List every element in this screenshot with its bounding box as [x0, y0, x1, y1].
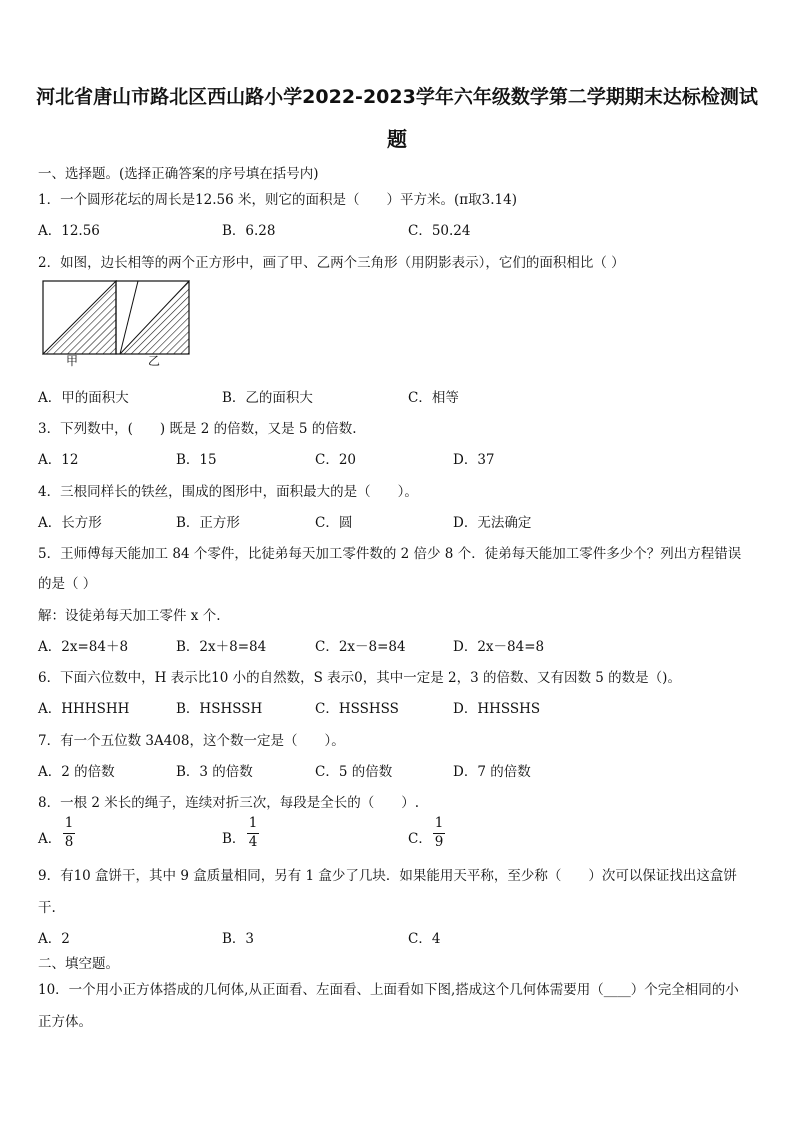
q1-stem: 1．一个圆形花坛的周长是12.56 米，则它的面积是（ ）平方米。(π取3.14): [38, 192, 517, 208]
fraction-numerator: 1: [64, 815, 74, 831]
q4-option-d: D．无法确定: [453, 515, 532, 531]
q5-option-c: C．2x－8=84: [315, 639, 406, 655]
q2-option-a: A．甲的面积大: [38, 390, 129, 406]
q4-stem: 4．三根同样长的铁丝，围成的图形中，面积最大的是（ ）。: [38, 484, 418, 500]
q7-option-b: B．3 的倍数: [176, 764, 253, 780]
q6-stem: 6．下面六位数中，H 表示比10 小的自然数，S 表示0，其中一定是 2，3 的倍数、又有因数 5 的数是（)。: [38, 670, 681, 686]
q4-option-b: B．正方形: [176, 515, 240, 531]
q5-solution: 解：设徒弟每天加工零件 x 个.: [38, 608, 221, 624]
q3-option-b: B．15: [176, 452, 217, 468]
q6-option-a: A．HHHSHH: [38, 701, 130, 717]
q7-option-c: C．5 的倍数: [315, 764, 393, 780]
triangle-jia: [43, 281, 116, 354]
label-jia: 甲: [66, 354, 79, 368]
q9-stem-line2: 干.: [38, 900, 56, 916]
fraction-denominator: 8: [64, 833, 74, 850]
fraction-denominator: 9: [434, 833, 444, 850]
two-squares-diagram: [42, 280, 192, 372]
q8-option-c-letter: C．: [408, 831, 432, 847]
q2-figure: [42, 280, 192, 376]
q5-option-d: D．2x－84=8: [453, 639, 545, 655]
fraction-numerator: 1: [434, 815, 444, 831]
q6-option-b: B．HSHSSH: [176, 701, 263, 717]
paper-title-line1: 河北省唐山市路北区西山路小学2022-2023学年六年级数学第二学期期末达标检测试: [36, 86, 758, 108]
q9-option-c: C．4: [408, 931, 441, 947]
q8-option-a-fraction: [63, 817, 75, 849]
fraction-numerator: 1: [248, 815, 258, 831]
q9-option-b: B．3: [222, 931, 255, 947]
q8-option-b-letter: B．: [222, 831, 246, 847]
q7-stem: 7．有一个五位数 3A408，这个数一定是（ ）。: [38, 733, 345, 749]
q6-option-c: C．HSSHSS: [315, 701, 399, 717]
q10-stem-line1: 10．一个用小正方体搭成的几何体,从正面看、左面看、上面看如下图,搭成这个几何体需要用（____）个完全相同的小: [38, 982, 739, 998]
triangle-yi: [120, 281, 189, 354]
q9-option-a: A．2: [38, 931, 70, 947]
fraction-denominator: 4: [248, 833, 258, 850]
q6-option-d: D．HHSSHS: [453, 701, 541, 717]
q1-option-b: B．6.28: [222, 223, 276, 239]
q3-option-c: C．20: [315, 452, 357, 468]
q8-option-a-letter: A．: [38, 831, 62, 847]
label-yi: 乙: [148, 354, 161, 368]
q7-option-a: A．2 的倍数: [38, 764, 115, 780]
q5-option-b: B．2x＋8=84: [176, 639, 267, 655]
q8-stem: 8．一根 2 米长的绳子，连续对折三次，每段是全长的（ ）.: [38, 795, 420, 811]
q8-option-c-fraction: [433, 817, 445, 849]
q1-option-a: A．12.56: [38, 223, 100, 239]
q5-stem-line2: 的是（ ）: [38, 576, 97, 592]
q2-option-b: B．乙的面积大: [222, 390, 313, 406]
q4-option-a: A．长方形: [38, 515, 102, 531]
q4-option-c: C．圆: [315, 515, 353, 531]
q3-option-d: D．37: [453, 452, 495, 468]
section-heading-choice: 一、选择题。(选择正确答案的序号填在括号内): [38, 166, 319, 182]
q7-option-d: D．7 的倍数: [453, 764, 531, 780]
q1-option-c: C．50.24: [408, 223, 471, 239]
q10-stem-line2: 正方体。: [38, 1014, 92, 1030]
q5-stem-line1: 5．王师傅每天能加工 84 个零件，比徒弟每天加工零件数的 2 倍少 8 个．徒弟每天能加工零件多少个？列出方程错误: [38, 546, 742, 562]
q9-stem-line1: 9．有10 盒饼干，其中 9 盒质量相同，另有 1 盒少了几块．如果能用天平称，至少称（ ）次可以保证找出这盒饼: [38, 868, 737, 884]
q3-option-a: A．12: [38, 452, 79, 468]
q3-stem: 3．下列数中，( ) 既是 2 的倍数，又是 5 的倍数.: [38, 421, 357, 437]
paper-title-line2: 题: [387, 127, 407, 151]
q8-option-b-fraction: [247, 817, 259, 849]
section-heading-fill: 二、填空题。: [38, 956, 119, 972]
q5-option-a: A．2x=84＋8: [38, 639, 129, 655]
q2-stem: 2．如图，边长相等的两个正方形中，画了甲、乙两个三角形（用阴影表示），它们的面积相比（ ）: [38, 255, 625, 271]
q2-option-c: C．相等: [408, 390, 459, 406]
